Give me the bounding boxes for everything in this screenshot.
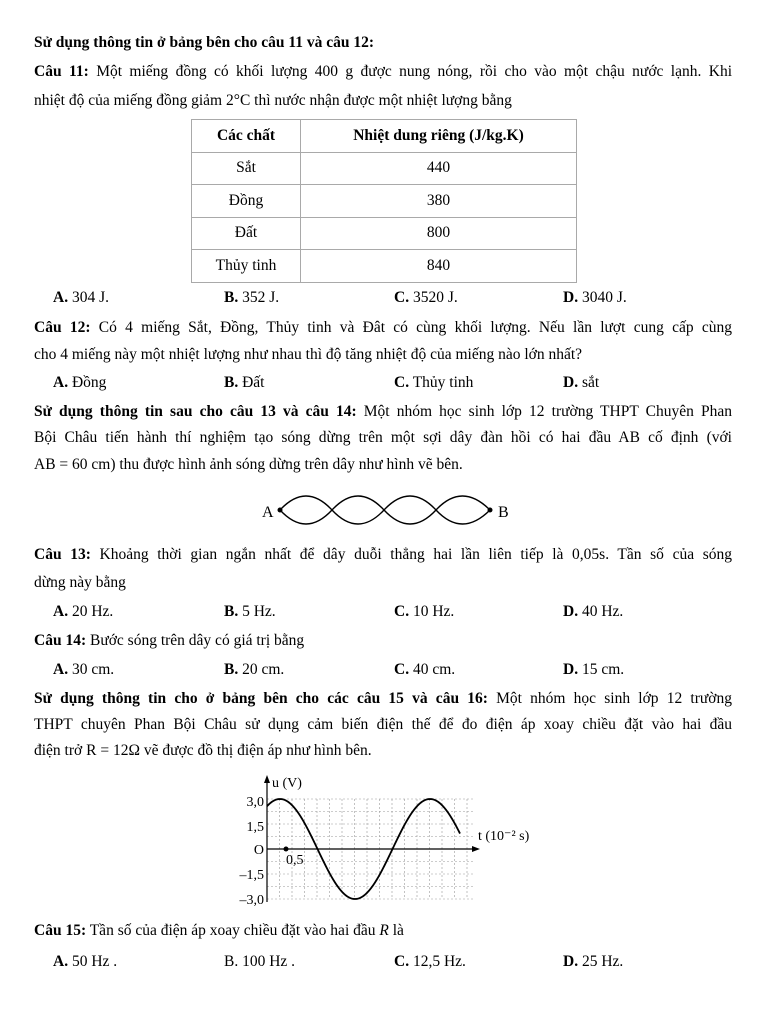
y-tick-label: O bbox=[253, 843, 264, 858]
section-intro-15-16-line1: Sử dụng thông tin cho ở bảng bên cho các câu 15 và câu 16: Một nhóm học sinh lớp 12 trường bbox=[34, 690, 732, 707]
x-axis-arrow bbox=[472, 846, 480, 852]
question-12-line1: Câu 12: Có 4 miếng Sắt, Đồng, Thủy tinh và Đât có cùng khối lượng. Nếu lần lượt cung cấp cùng bbox=[34, 319, 732, 336]
question-14-line1: Câu 14: Bước sóng trên dây có giá trị bằng bbox=[34, 632, 305, 649]
q12-option-b[interactable]: B. Đất bbox=[224, 374, 265, 391]
section-intro-11-12: Sử dụng thông tin ở bảng bên cho câu 11 và câu 12: bbox=[34, 34, 375, 51]
resistor-variable: R bbox=[379, 922, 389, 939]
endpoint-b-dot bbox=[488, 508, 493, 513]
temperature-value: 2°C bbox=[226, 92, 251, 109]
q11-option-a[interactable]: A. 304 J. bbox=[53, 289, 109, 306]
table-row: Sắt 440 bbox=[192, 152, 577, 185]
q12-option-d[interactable]: D. sắt bbox=[563, 374, 600, 391]
q11-option-c[interactable]: C. 3520 J. bbox=[394, 289, 458, 306]
table-row: Đất 800 bbox=[192, 217, 577, 250]
endpoint-a-dot bbox=[278, 508, 283, 513]
question-12-label: Câu 12: bbox=[34, 319, 91, 336]
standing-wave-figure bbox=[255, 484, 520, 534]
question-12-line2: cho 4 miếng này một nhiệt lượng như nhau thì độ tăng nhiệt độ của miếng nào lớn nhất? bbox=[34, 346, 583, 363]
q15-option-b[interactable]: B. 100 Hz . bbox=[224, 953, 296, 970]
x-tick-marker bbox=[284, 847, 289, 852]
table-row: Đồng 380 bbox=[192, 185, 577, 218]
q14-option-c[interactable]: C. 40 cm. bbox=[394, 661, 456, 678]
question-11-line1: Câu 11: Một miếng đồng có khối lượng 400 g được nung nóng, rồi cho vào một chậu nước lạnh. Khi bbox=[34, 63, 733, 80]
length-ab: AB = 60 bbox=[34, 456, 88, 473]
table-header-substance: Các chất bbox=[192, 120, 301, 153]
question-15-label: Câu 15: bbox=[34, 922, 87, 939]
resistance-value: R = 12Ω bbox=[86, 742, 140, 759]
section-intro-13-14-line2: Bội Châu tiến hành thí nghiệm tạo sóng dừng trên một sợi dây đàn hồi có hai đầu AB cố định (với bbox=[34, 429, 732, 446]
question-13-label: Câu 13: bbox=[34, 546, 91, 563]
question-13-line2: dừng này bằng bbox=[34, 574, 126, 591]
section-intro-15-16-line2: THPT chuyên Phan Bội Châu sử dụng cảm biến điện thế để đo điện áp xoay chiều đặt vào hai đầu bbox=[34, 716, 732, 733]
q13-option-c[interactable]: C. 10 Hz. bbox=[394, 603, 455, 620]
question-11-line2: nhiệt độ của miếng đồng giảm 2°C thì nước nhận được một nhiệt lượng bằng bbox=[34, 92, 512, 109]
q15-option-c[interactable]: C. 12,5 Hz. bbox=[394, 953, 466, 970]
question-11-label: Câu 11: bbox=[34, 63, 89, 80]
q15-option-d[interactable]: D. 25 Hz. bbox=[563, 953, 624, 970]
standing-wave-loops bbox=[280, 496, 490, 524]
table-header-specific-heat: Nhiệt dung riêng (J/kg.K) bbox=[301, 120, 577, 153]
q12-option-a[interactable]: A. Đồng bbox=[53, 374, 107, 391]
y-axis-arrow bbox=[264, 775, 270, 783]
y-tick-label: 1,5 bbox=[246, 820, 264, 835]
table-row: Thủy tinh 840 bbox=[192, 250, 577, 283]
q13-option-b[interactable]: B. 5 Hz. bbox=[224, 603, 276, 620]
table-header-row bbox=[192, 120, 577, 153]
specific-heat-table bbox=[191, 119, 577, 283]
voltage-graph bbox=[220, 770, 540, 912]
endpoint-b-label: B bbox=[498, 504, 509, 521]
q12-option-c[interactable]: C. Thủy tinh bbox=[394, 374, 474, 391]
q13-option-a[interactable]: A. 20 Hz. bbox=[53, 603, 114, 620]
section-intro-13-14-line1: Sử dụng thông tin sau cho câu 13 và câu 14: Một nhóm học sinh lớp 12 trường THPT Chuyên Phan bbox=[34, 403, 732, 420]
y-tick-label: –3,0 bbox=[239, 893, 264, 908]
q14-option-a[interactable]: A. 30 cm. bbox=[53, 661, 115, 678]
q13-option-d[interactable]: D. 40 Hz. bbox=[563, 603, 624, 620]
x-tick-label: 0,5 bbox=[286, 853, 304, 868]
y-tick-label: –1,5 bbox=[239, 868, 264, 883]
q14-option-b[interactable]: B. 20 cm. bbox=[224, 661, 285, 678]
q11-option-d[interactable]: D. 3040 J. bbox=[563, 289, 627, 306]
question-15-line1: Câu 15: Tần số của điện áp xoay chiều đặt vào hai đầu R là bbox=[34, 922, 404, 939]
q14-option-d[interactable]: D. 15 cm. bbox=[563, 661, 625, 678]
x-axis-label: t (10⁻² s) bbox=[478, 829, 530, 844]
q15-option-a[interactable]: A. 50 Hz . bbox=[53, 953, 118, 970]
endpoint-a-label: A bbox=[262, 504, 274, 521]
question-14-label: Câu 14: bbox=[34, 632, 87, 649]
section-intro-15-16-line3: điện trở R = 12Ω vẽ được đồ thị điện áp như hình bên. bbox=[34, 742, 372, 759]
q11-option-b[interactable]: B. 352 J. bbox=[224, 289, 280, 306]
y-tick-label: 3,0 bbox=[246, 795, 264, 810]
y-axis-label: u (V) bbox=[272, 776, 302, 791]
question-13-line1: Câu 13: Khoảng thời gian ngắn nhất để dây duỗi thẳng hai lần liên tiếp là 0,05s. Tần số của sóng bbox=[34, 546, 732, 563]
section-intro-13-14-line3: AB = 60 cm) thu được hình ảnh sóng dừng trên dây như hình vẽ bên. bbox=[34, 456, 463, 473]
